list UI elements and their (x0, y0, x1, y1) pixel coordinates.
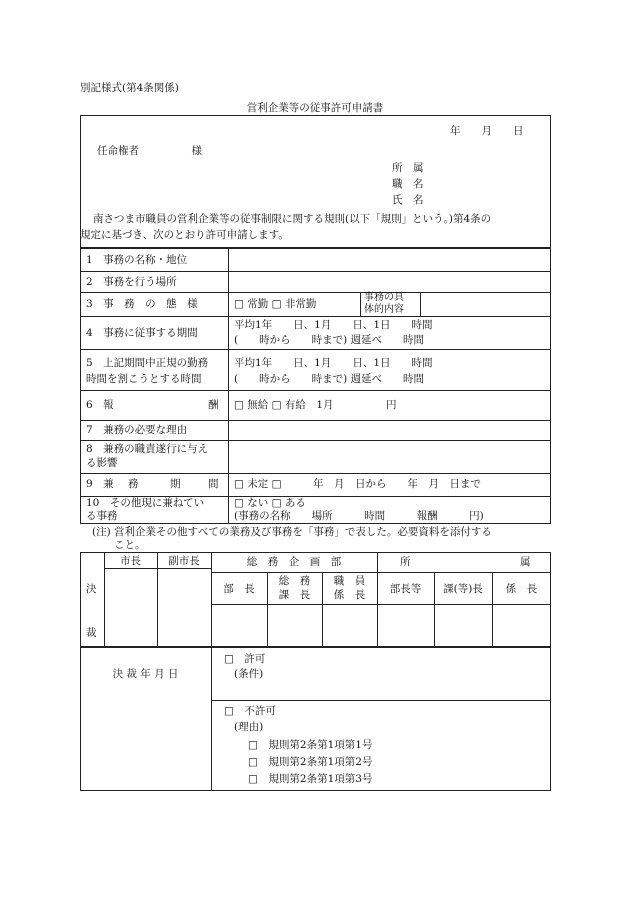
row-3-label: 3 事 務 の 態 様 (86, 298, 198, 310)
row-5-line-1: 平均1年 日、1月 日、1日 時間 (234, 357, 433, 369)
decision-date-label: 決 裁 年 月 日 (112, 668, 179, 680)
no-permit-option: □ 不許可 (224, 705, 276, 717)
affiliation-label: 所 属 (392, 162, 424, 174)
row-5-label-2: 時間を割こうとする時間 (86, 373, 202, 385)
note-line-1: (注) 営利企業その他すべての業務及び事務を「事務」で表した。必要資料を添付する (92, 526, 492, 538)
staff-head-header-2: 係 長 (333, 589, 366, 601)
permit-option: □ 許可 (224, 653, 266, 665)
conditions-label: (条件) (234, 668, 264, 680)
row-9-value: □ 未定 □ 年 月 日から 年 月 日まで (234, 478, 482, 490)
reason-label: (理由) (234, 721, 264, 733)
affiliation-section-head-header: 課(等)長 (443, 583, 483, 595)
mayor-header: 市長 (120, 555, 141, 567)
row-5-line-2: ( 時から 時まで) 週延べ 時間 (234, 373, 425, 385)
dept-header: 総 務 企 画 部 (246, 556, 342, 568)
row-3-subheader-1: 事務の具 (364, 292, 404, 303)
row-9-label-a: 9 兼 (86, 478, 114, 490)
row-10-label-2: る事務 (86, 510, 118, 522)
affiliation-chief-header: 係 長 (505, 583, 538, 595)
row-3-options: □ 常勤 □ 非常勤 (234, 298, 317, 310)
affiliation-section-header-tail: 属 (520, 556, 531, 568)
row-6-value: □ 無給 □ 有給 1月 円 (234, 399, 397, 411)
row-6-label-tail: 酬 (208, 399, 219, 411)
affiliation-section-header: 所 (400, 556, 411, 568)
row-9-label-c: 期 (170, 478, 181, 490)
row-9-label-b: 務 (128, 478, 139, 490)
vice-mayor-header: 副市長 (168, 555, 200, 567)
row-7-label: 7 兼務の必要な理由 (86, 424, 188, 436)
row-8-label-1: 8 兼務の職責遂行に与え (86, 443, 209, 455)
addressee: 任命権者 様 (97, 145, 202, 157)
row-6-label: 6 報 (86, 399, 114, 411)
kessai-label-1: 決 (86, 583, 97, 595)
kessai-label-2: 裁 (86, 627, 97, 639)
row-3-subheader-2: 体的内容 (364, 304, 404, 315)
section-head-header-2: 課 長 (278, 589, 311, 601)
reason-item-2: □ 規則第2条第1項第2号 (248, 756, 373, 768)
staff-head-header-1: 職 員 (333, 575, 366, 587)
intro-text-1: 南さつま市職員の営利企業等の従事制限に関する規則(以下「規則」という。)第4条の (93, 213, 492, 225)
reason-item-1: □ 規則第2条第1項第1号 (248, 739, 373, 751)
date-line: 年 月 日 (450, 125, 524, 137)
row-10-line-2: (事務の名称 場所 時間 報酬 円) (234, 510, 484, 522)
intro-text-2: 規定に基づき、次のとおり許可申請します。 (80, 229, 289, 241)
dept-head-header: 部 長 (223, 583, 255, 595)
name-label: 氏 名 (392, 194, 424, 206)
row-4-line-1: 平均1年 日、1月 日、1日 時間 (234, 319, 433, 331)
section-head-header-1: 総 務 (278, 575, 311, 587)
form-label: 別記様式(第4条関係) (80, 82, 179, 94)
page-title: 営利企業等の従事許可申請書 (246, 102, 384, 114)
row-9-label-d: 間 (208, 478, 219, 490)
row-2-label: 2 事務を行う場所 (86, 276, 177, 288)
reason-item-3: □ 規則第2条第1項第3号 (248, 773, 373, 785)
affiliation-dept-head-header: 部長等 (389, 583, 422, 595)
note-line-2: こと。 (114, 539, 146, 551)
row-4-label: 4 事務に従事する期間 (86, 327, 198, 339)
row-8-label-2: る影響 (86, 457, 118, 469)
row-10-line-1: □ ない □ ある (234, 497, 306, 509)
row-1-label: 1 事務の名称・地位 (86, 254, 188, 266)
row-5-label-1: 5 上記期間中正規の勤務 (86, 357, 209, 369)
row-10-label-1: 10 その他現に兼ねてい (86, 497, 205, 509)
row-4-line-2: ( 時から 時まで) 週延べ 時間 (234, 334, 425, 346)
position-label: 職 名 (392, 178, 424, 190)
